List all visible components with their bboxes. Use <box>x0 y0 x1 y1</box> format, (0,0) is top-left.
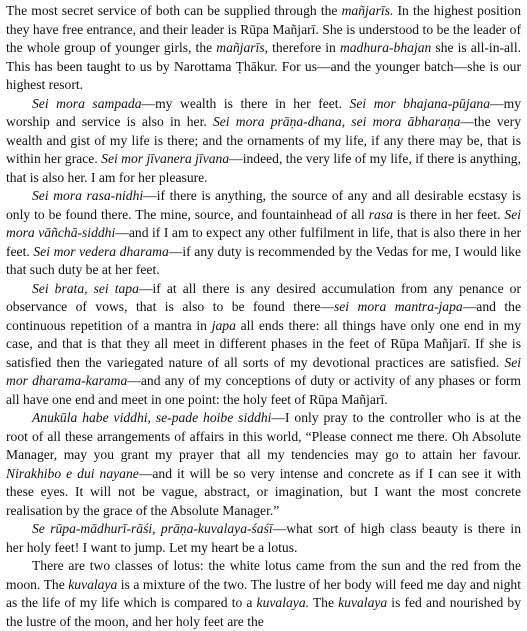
text-run: —and the continuous repetition of a mantra in <box>6 299 521 333</box>
text-run: —if at all there is any desired accumulation from any penance or observance of vows, that is also to be found there— <box>6 280 521 314</box>
italic-term: Nirakhibo e dui nayane <box>6 465 139 481</box>
italic-term: kuvalaya <box>338 595 388 610</box>
text-run: —and any of my conceptions of duty or activity of any phases or form all have one end and meet in one point: the holy feet of Rūpa Mañjarī. <box>6 373 521 407</box>
text-run: —the very wealth and gist of my life is there; and the ornaments of my life, if any there may be, that is within her grace. <box>6 114 521 166</box>
text-run: —my wealth is there in her feet. <box>141 95 350 111</box>
italic-term: Sei mor jīvanera jīvana <box>101 151 230 166</box>
italic-term: madhura-bhajan <box>339 40 432 55</box>
text-run: —indeed, the very life of my life, if there is anything, that is also her. I am for her pleasure. <box>6 151 521 185</box>
paragraph <box>6 409 521 520</box>
italic-term: Sei mora vāñchā-siddhi <box>6 206 522 240</box>
text-run: —what sort of high class beauty is there in her holy feet! I want to jump. Let my heart be a lotus. <box>6 521 521 555</box>
paragraph <box>6 187 521 280</box>
italic-term: Sei mora sampada <box>32 95 142 111</box>
paragraph <box>6 557 521 631</box>
text-run: —and it will be so very intense and concrete as if I can see it with these eyes. It will not be vague, abstract, or imagination, but I want the most concrete realisation by the grace of the Absolute Manager.” <box>6 465 521 518</box>
italic-term: Sei mor vedera dharama <box>33 243 169 259</box>
italic-term: Sei mor dharama-karama <box>6 354 521 388</box>
italic-term: Sei brata, sei tapa <box>32 280 139 296</box>
italic-term: Sei mora prāṇa-dhana, sei mora ābharaṇa <box>212 114 461 129</box>
italic-term: kuvalaya. <box>256 595 310 610</box>
italic-term: kuvalaya <box>68 576 118 592</box>
text-run: The most secret service of both can be supplied through the <box>6 3 342 18</box>
text-run: In the highest position they have free entrance, and their leader is Rūpa Mañjarī. She is understood to be the leader of the whole group of younger girls, the <box>6 3 521 55</box>
text-run: she is all-in-all. This has been taught to us by Narottama Ṭhākur. For us—and the younger batch—she is our highest resort. <box>6 40 522 92</box>
text-run: is there in her feet. <box>392 206 505 222</box>
text-run: all ends there: all things have only one end in my case, and that is that they all meet in different phases in the feet of Rūpa Mañjarī. If she is satisfied then the variegated nature of all sorts of my devotional practices are satisfied. <box>6 317 521 370</box>
italic-term: Sei mora rasa-nidhi <box>32 188 144 203</box>
italic-term: Anukūla habe viddhi, se-pade hoibe siddhi <box>32 410 272 425</box>
text-run: —if any duty is recommended by the Vedas for me, I would like that such duty be at her feet. <box>6 243 521 277</box>
paragraph <box>6 2 521 95</box>
italic-term: mañjarīs, <box>216 40 269 55</box>
paragraph <box>6 280 521 410</box>
italic-term: sei mora mantra-japa <box>333 299 463 314</box>
text-run: —my worship and service is also in her. <box>6 95 521 129</box>
italic-term: Sei mor bhajana-pūjana <box>349 95 491 111</box>
text-run: is fed and nourished by the lustre of the moon, and her holy feet are the <box>6 595 522 629</box>
italic-term: mañjarīs. <box>341 3 394 18</box>
text-run: There are two classes of lotus: the white lotus came from the sun and the red from the moon. The <box>6 558 521 592</box>
text-run: The <box>309 595 339 610</box>
text-run: therefore in <box>268 40 340 55</box>
text-run: —and if I am to expect any other fulfilment in life, that is also there in her feet. <box>6 225 522 259</box>
italic-term: rasa <box>368 206 393 222</box>
italic-term: japa <box>211 317 236 333</box>
text-run: —I only pray to the controller who is at the root of all these arrangements of affairs in this world, “Please connect me there. Oh Absolute Manager, may you grant my prayer that all my tendencies may go to attain her favour. <box>6 410 521 462</box>
paragraph <box>6 95 521 188</box>
paragraph <box>6 520 521 557</box>
italic-term: Se rūpa-mādhurī-rāśi, prāṇa-kuvalaya-śaśī <box>32 521 273 536</box>
text-run: —if there is anything, the source of any and all desirable ecstasy is only to be found there. The mine, source, and fountainhead of all <box>6 188 521 222</box>
text-run: is a mixture of the two. The lustre of her body will feed me day and night as the life of my life which is compared to a <box>6 576 521 610</box>
